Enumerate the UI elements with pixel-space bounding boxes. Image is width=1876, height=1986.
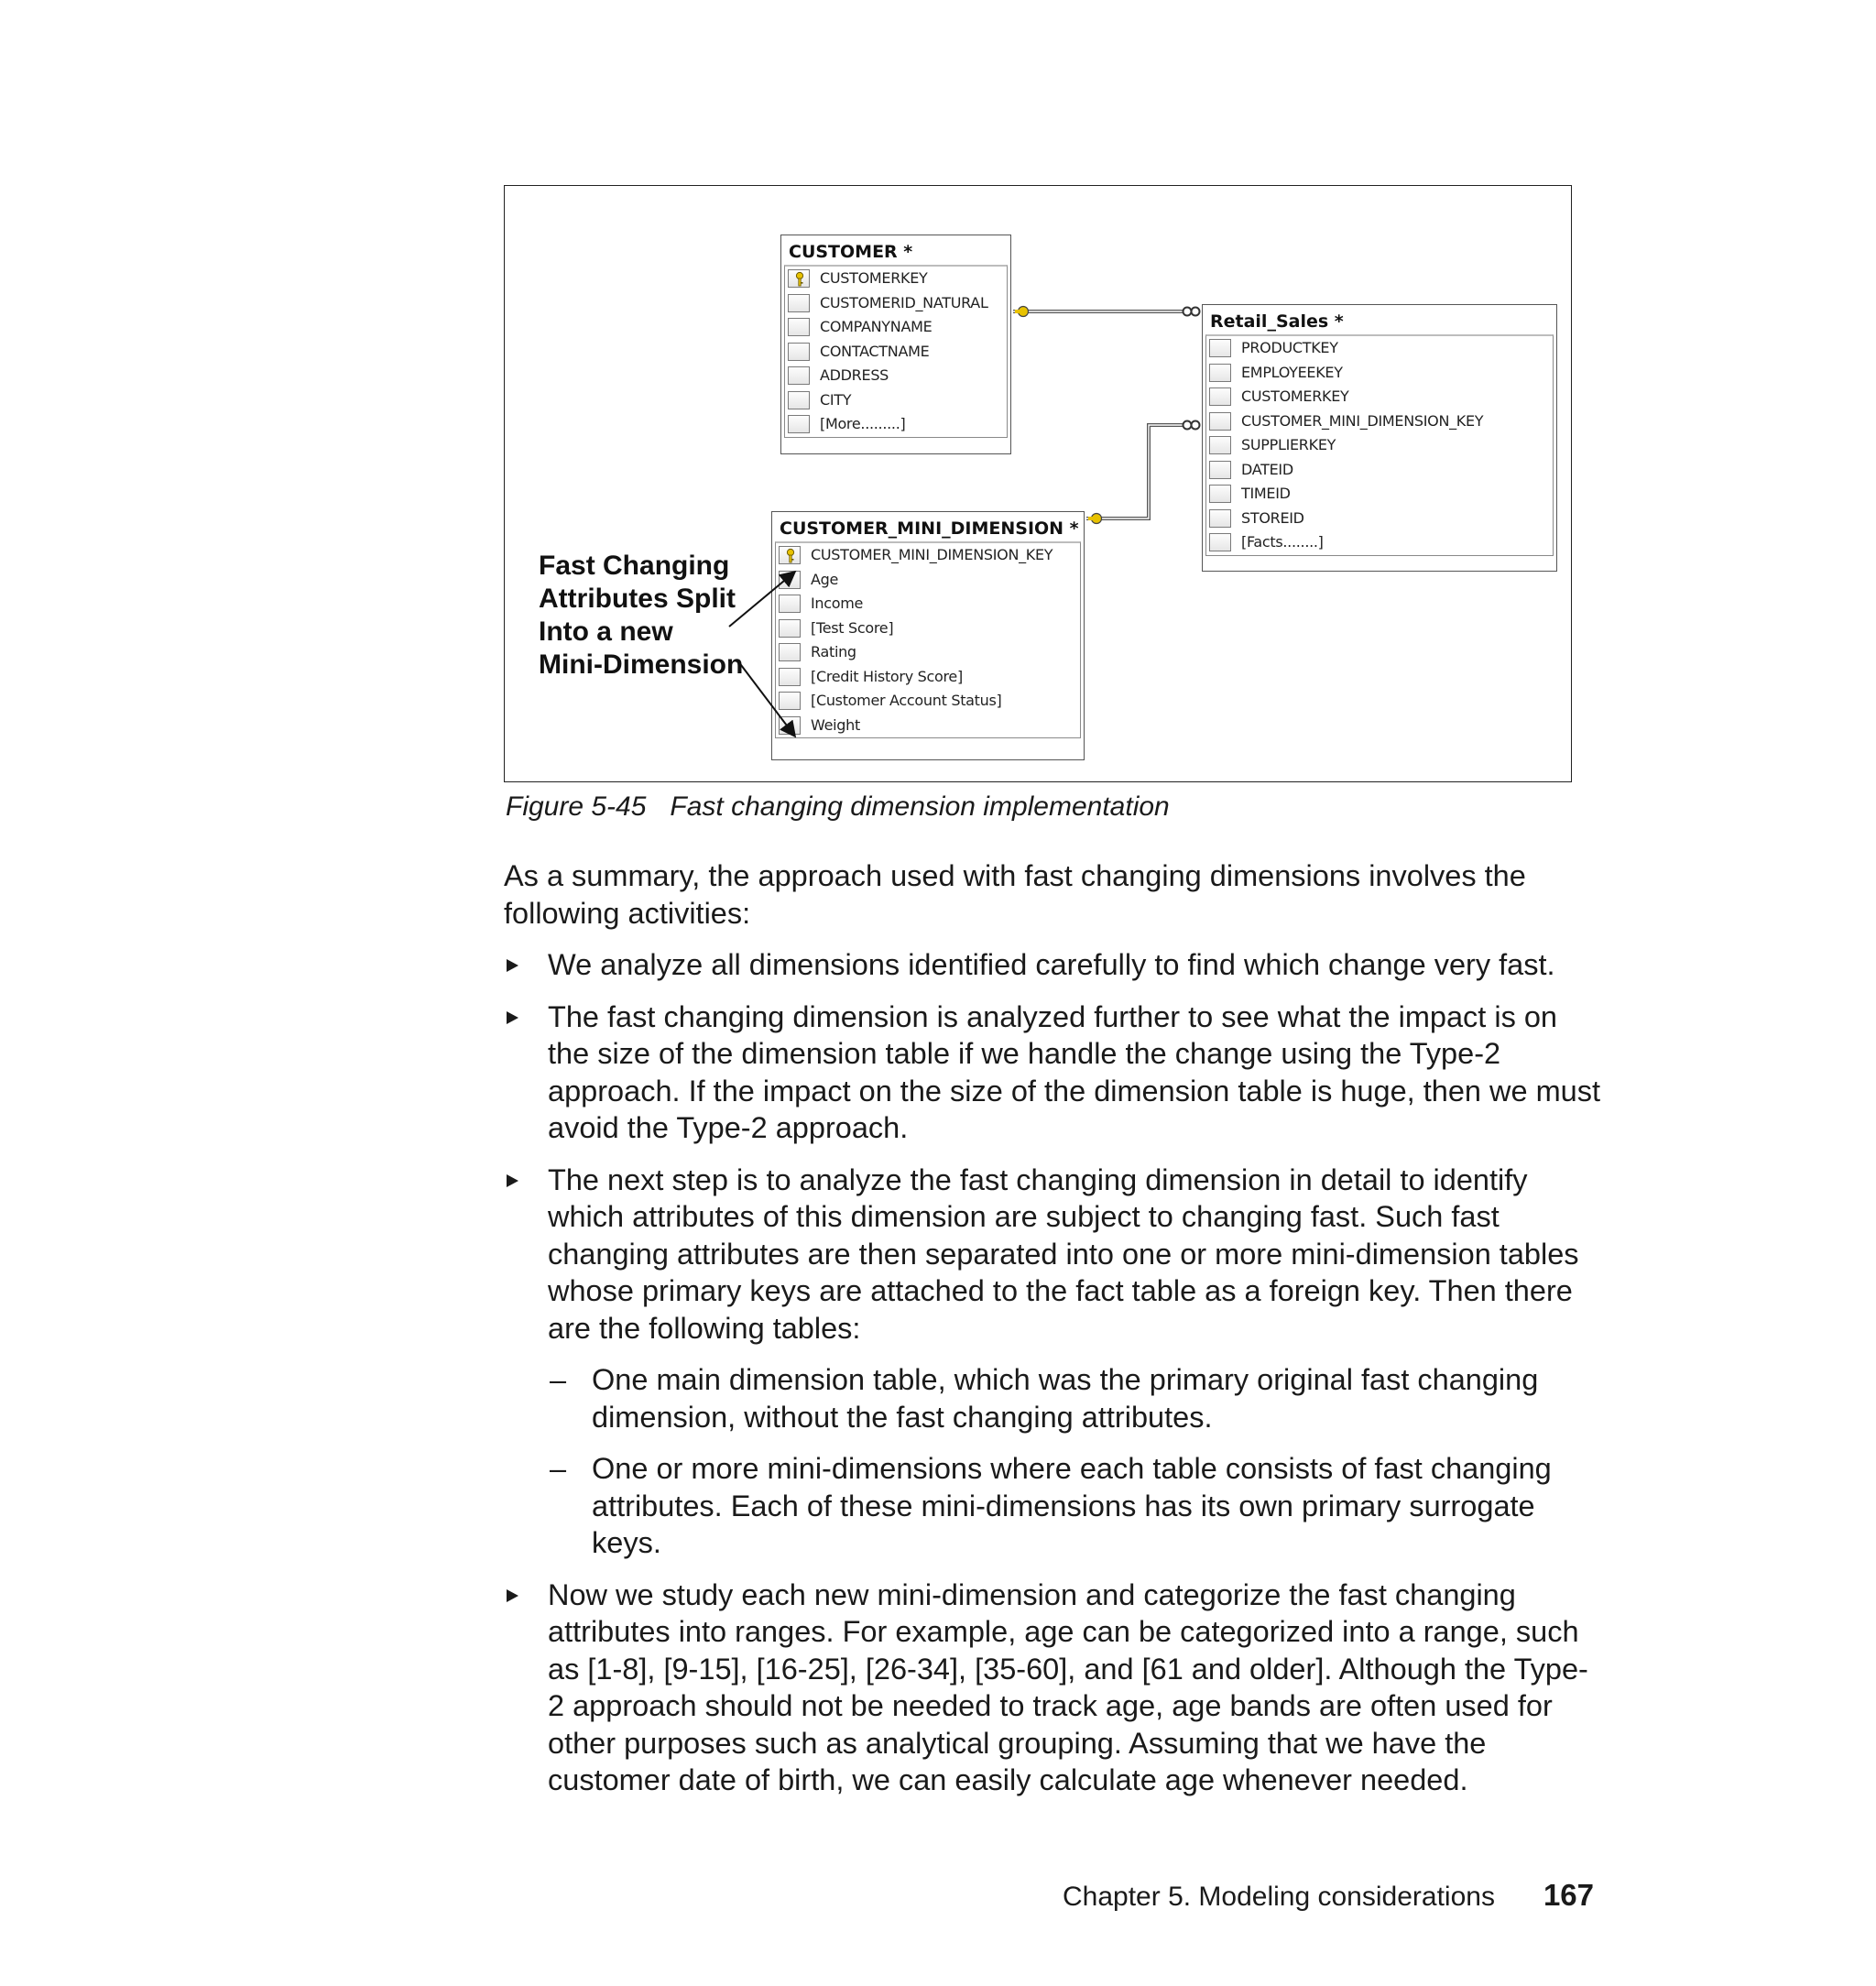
figure-number: Figure 5-45 — [506, 791, 647, 822]
column-name: STOREID — [1241, 508, 1304, 527]
column-name: PRODUCTKEY — [1241, 339, 1338, 356]
column-name: CUSTOMERKEY — [1241, 387, 1349, 405]
sub-list-item — [548, 1450, 1603, 1562]
column-name: TIMEID — [1241, 485, 1291, 502]
column-name: CUSTOMER_MINI_DIMENSION_KEY — [1241, 411, 1484, 430]
page-footer — [1063, 1878, 1594, 1918]
column-name: Rating — [811, 643, 856, 660]
activity-list — [504, 946, 1603, 1799]
column-name: DATEID — [1241, 460, 1293, 478]
bullet-triangle-icon — [507, 1589, 518, 1602]
figure-caption — [506, 791, 1170, 823]
column-name: SUPPLIERKEY — [1241, 436, 1336, 453]
column-name: [Test Score] — [811, 618, 894, 637]
list-item-text: Now we study each new mini-dimension and categorize the fast changing attributes into ranges. For example, age can be categorized into a range, such as [1-8], [9-15], [16-25], [26-34], [35-60], and [61 and older]. Although the Type-2 approach should not be needed to track age, age bands are often used for other purposes such as analytical grouping. Assuming that we have the customer date of birth, we can easily calculate age whenever needed. — [548, 1577, 1588, 1796]
sub-list-item — [548, 1361, 1603, 1435]
column-name: CUSTOMER_MINI_DIMENSION_KEY — [811, 546, 1053, 563]
column-name: [Customer Account Status] — [811, 692, 1002, 709]
callout-line: Fast Changing — [539, 551, 730, 581]
infinity-end-icon — [1183, 308, 1200, 316]
footer-chapter-title: Chapter 5. Modeling considerations — [1063, 1882, 1495, 1912]
column-name: CONTACTNAME — [820, 342, 930, 360]
table-retail-sales-title: Retail_Sales * — [1210, 311, 1344, 332]
column-name: [Facts........] — [1241, 533, 1324, 551]
column-name: [Credit History Score] — [811, 667, 963, 685]
callout-label — [539, 550, 758, 682]
callout-line: Attributes Split — [539, 584, 736, 614]
relationship-line-mini-dimension[interactable] — [1086, 421, 1200, 524]
page-number: 167 — [1543, 1878, 1594, 1912]
infinity-end-icon — [1183, 421, 1200, 430]
bullet-triangle-icon — [507, 959, 518, 972]
key-end-icon — [1015, 307, 1029, 317]
sub-list-item-text: One main dimension table, which was the primary original fast changing dimension, without the fast changing attributes. — [592, 1363, 1539, 1434]
list-item — [504, 1577, 1603, 1799]
column-name: CUSTOMERKEY — [820, 269, 928, 287]
dash-bullet: – — [550, 1363, 567, 1396]
table-customer-title: CUSTOMER * — [789, 242, 913, 262]
bullet-triangle-icon — [507, 1174, 518, 1187]
sub-list-item-text: One or more mini-dimensions where each table consists of fast changing attributes. Each of these mini-dimensions has its own primary surrogate keys. — [592, 1452, 1552, 1559]
bullet-triangle-icon — [507, 1011, 518, 1024]
figure-caption-text: Fast changing dimension implementation — [670, 791, 1170, 822]
intro-paragraph: As a summary, the approach used with fast changing dimensions involves the following activities: — [504, 859, 1526, 930]
list-item-text: The next step is to analyze the fast changing dimension in detail to identify which attributes of this dimension are subject to changing fast. Such fast changing attributes are then separated into one or more mini-dimension tables whose primary keys are attached to the fact table as a foreign key. Then there are the following tables: — [548, 1162, 1579, 1345]
column-name: Age — [811, 570, 839, 588]
list-item — [504, 946, 1603, 984]
column-name: Weight — [811, 715, 860, 734]
column-name: CITY — [820, 390, 852, 409]
list-item-text: The fast changing dimension is analyzed further to see what the impact is on the size of the dimension table if we handle the change using the Type-2 approach. If the impact on the size of the dimension table is huge, then we must avoid the Type-2 approach. — [548, 999, 1601, 1144]
list-item — [504, 1162, 1603, 1562]
key-end-icon — [1088, 514, 1102, 524]
sub-list — [548, 1361, 1603, 1562]
column-name: COMPANYNAME — [820, 318, 933, 335]
list-item — [504, 998, 1603, 1147]
body-text — [504, 857, 1603, 1814]
dash-bullet: – — [550, 1452, 567, 1485]
table-mini-dimension-title: CUSTOMER_MINI_DIMENSION * — [780, 518, 1079, 539]
list-item-text: We analyze all dimensions identified carefully to find which change very fast. — [548, 948, 1555, 981]
callout-line: Mini-Dimension — [539, 649, 744, 680]
column-name: EMPLOYEEKEY — [1241, 363, 1343, 381]
column-name: [More.........] — [820, 415, 906, 432]
column-name: CUSTOMERID_NATURAL — [820, 293, 988, 311]
column-name: ADDRESS — [820, 366, 889, 384]
relationship-line-customer[interactable] — [1013, 307, 1200, 317]
callout-line: Into a new — [539, 617, 673, 647]
column-name: Income — [811, 595, 864, 612]
